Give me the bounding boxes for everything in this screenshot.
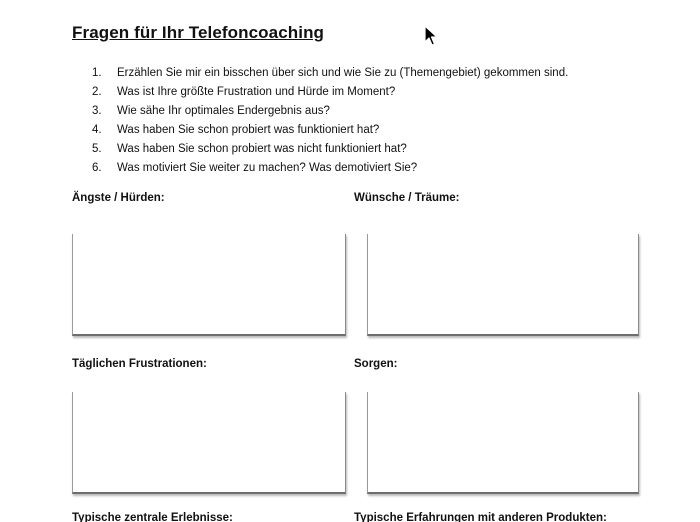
wishes-label: Wünsche / Träume: [354,192,460,204]
question-number: 2. [92,86,102,98]
document-title: Fragen für Ihr Telefoncoaching [72,23,325,42]
fears-input-box[interactable] [72,234,346,336]
list-item [92,102,568,121]
question-text: Was haben Sie schon probiert was funktioniert hat? [117,124,380,136]
list-item [92,140,568,159]
experiences-label: Typische zentrale Erlebnisse: [72,512,233,522]
frustrations-label: Täglichen Frustrationen: [72,358,207,370]
question-number: 4. [92,124,102,136]
frustrations-input-box[interactable] [72,392,346,494]
question-number: 3. [92,105,102,117]
list-item [92,83,568,102]
product-experiences-label: Typische Erfahrungen mit anderen Produkten: [354,512,607,522]
list-item [92,64,568,83]
fears-label: Ängste / Hürden: [72,192,165,204]
worries-input-box[interactable] [367,392,639,494]
mouse-pointer-icon [424,25,438,47]
list-item [92,159,568,178]
question-list [92,64,568,178]
question-number: 5. [92,143,102,155]
question-text: Erzählen Sie mir ein bisschen über sich und wie Sie zu (Themengebiet) gekommen sind. [117,67,569,79]
question-text: Wie sähe Ihr optimales Endergebnis aus? [117,105,330,117]
question-text: Was motiviert Sie weiter zu machen? Was demotiviert Sie? [117,162,418,174]
question-number: 6. [92,162,102,174]
list-item [92,121,568,140]
wishes-input-box[interactable] [367,234,639,336]
question-text: Was haben Sie schon probiert was nicht funktioniert hat? [117,143,407,155]
question-number: 1. [92,67,102,79]
worries-label: Sorgen: [354,358,398,370]
question-text: Was ist Ihre größte Frustration und Hürde im Moment? [117,86,396,98]
